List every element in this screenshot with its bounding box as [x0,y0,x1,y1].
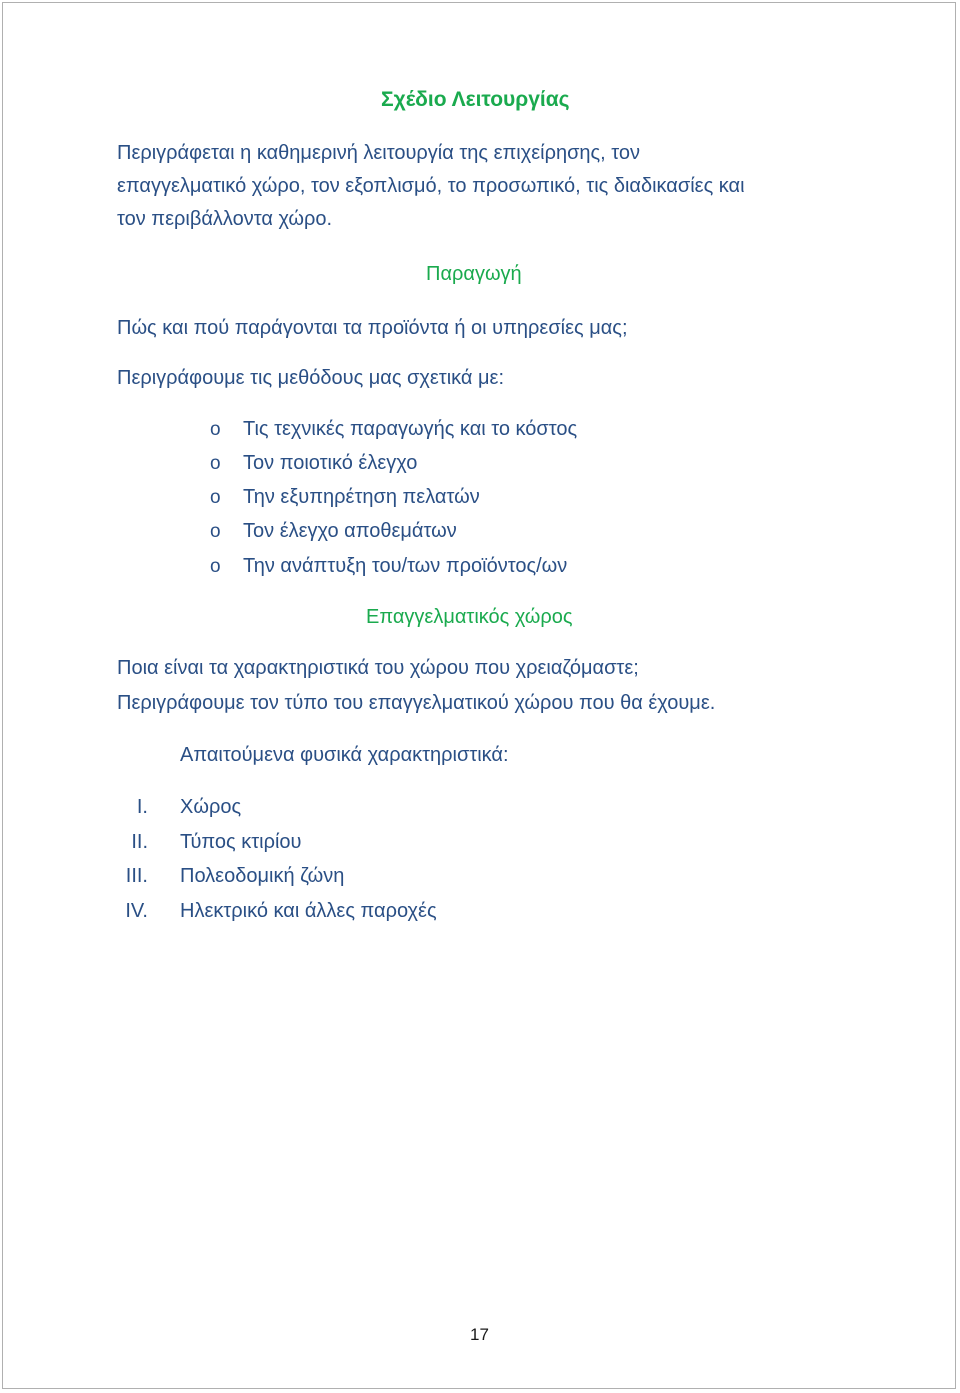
intro-line-1: Περιγράφεται η καθημερινή λειτουργία της επιχείρησης, τον [117,142,641,164]
list-item: Ηλεκτρικό και άλλες παροχές [180,900,437,922]
intro-line-3: τον περιβάλλοντα χώρο. [117,208,333,230]
page-number: 17 [470,1325,489,1344]
bullet-marker: o [210,487,221,508]
list-item: Τύπος κτιρίου [180,831,302,853]
workspace-question: Ποια είναι τα χαρακτηριστικά του χώρου που χρειαζόμαστε; [117,657,639,679]
document-title: Σχέδιο Λειτουργίας [381,88,570,111]
bullet-marker: o [210,419,221,440]
intro-line-2: επαγγελματικό χώρο, τον εξοπλισμό, το προσωπικό, τις διαδικασίες και [117,175,745,197]
requirements-label: Απαιτούμενα φυσικά χαρακτηριστικά: [180,744,509,766]
list-item: Πολεοδομική ζώνη [180,865,345,887]
production-lead: Περιγράφουμε τις μεθόδους μας σχετικά με: [117,367,505,389]
list-item: Την ανάπτυξη του/των προϊόντος/ων [243,555,568,577]
list-item: Τον ποιοτικό έλεγχο [243,452,418,474]
bullet-marker: o [210,556,221,577]
list-item: Χώρος [180,796,242,818]
workspace-description: Περιγράφουμε τον τύπο του επαγγελματικού χώρου που θα έχουμε. [117,692,716,714]
production-question: Πώς και πού παράγονται τα προϊόντα ή οι υπηρεσίες μας; [117,317,628,339]
workspace-heading: Επαγγελματικός χώρος [366,606,573,628]
bullet-marker: o [210,453,221,474]
list-item: Την εξυπηρέτηση πελατών [243,486,480,508]
list-item: Τις τεχνικές παραγωγής και το κόστος [243,418,578,440]
list-number: IV. [125,900,148,922]
list-item: Τον έλεγχο αποθεμάτων [243,520,457,542]
production-heading: Παραγωγή [426,263,522,285]
list-number: II. [131,831,148,853]
list-number: III. [125,865,148,887]
list-number: I. [136,796,148,818]
bullet-marker: o [210,521,221,542]
